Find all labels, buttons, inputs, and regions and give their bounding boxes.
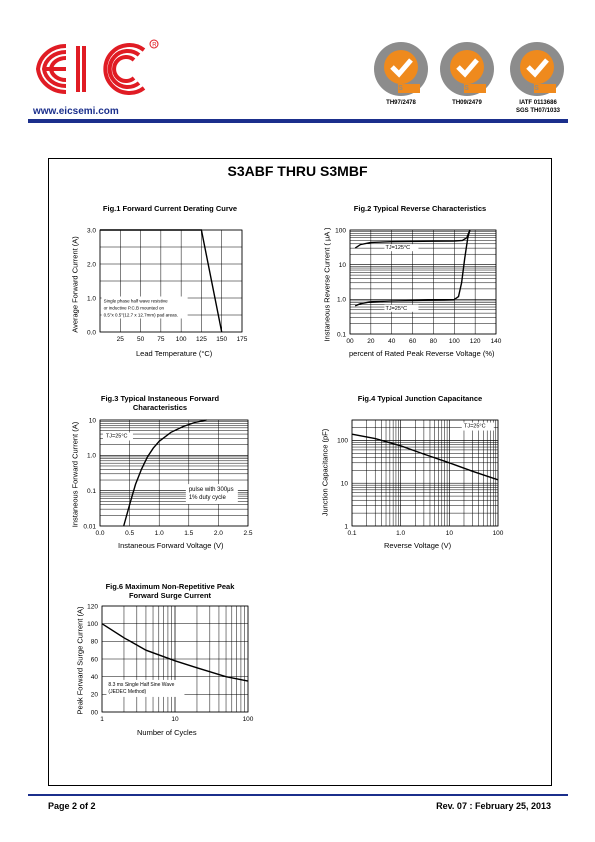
y-tick-label: 100 [87, 620, 98, 628]
fig3-ylabel: Instaneous Forward Current (A) [70, 421, 80, 528]
fig1-xlabel: Lead Temperature (°C) [136, 349, 213, 358]
fig1-title: Fig.1 Forward Current Derating Curve [102, 204, 238, 213]
y-tick-label: 80 [90, 638, 98, 646]
x-tick-label: 50 [136, 336, 145, 343]
note-line: (JEDEC Method) [108, 688, 147, 695]
fig3-title-line2: Characteristics [132, 403, 188, 412]
y-tick-label: 100 [335, 227, 346, 235]
y-tick-label: 0.01 [83, 523, 96, 531]
y-tick-label: 1.0 [86, 295, 96, 303]
fig6-ylabel: Peak Forward Surge Current (A) [75, 606, 85, 715]
series-label-25c: TJ=25°C [105, 433, 128, 440]
note-line: 8.3 ms Single Half Sine Wave [108, 681, 175, 688]
fig2-reverse-chart [330, 222, 520, 348]
y-tick-label: 10 [340, 480, 348, 488]
y-tick-label: 120 [87, 603, 98, 611]
x-tick-label: 0.0 [95, 530, 105, 537]
fig1-derating-chart [80, 226, 270, 348]
x-tick-label: 20 [367, 338, 375, 345]
x-tick-label: 175 [236, 336, 248, 343]
y-tick-label: 10 [88, 417, 96, 425]
x-tick-label: 1.0 [154, 530, 164, 537]
x-tick-label: 100 [242, 716, 254, 723]
note-line: Single phase half wave resistive [103, 298, 168, 304]
x-tick-label: 100 [448, 338, 460, 345]
footer-divider [28, 794, 568, 796]
x-tick-label: 25 [116, 336, 124, 343]
fig4-capacitance-chart [330, 414, 520, 540]
sgs-mark-3: SGS [524, 85, 539, 92]
cert-label-3b: SGS TH07/1033 [515, 108, 561, 114]
y-tick-label: 0.1 [86, 487, 96, 495]
series-line-1 [352, 434, 498, 480]
fig6-xlabel: Number of Cycles [137, 728, 197, 737]
cert-label-3a: IATF 0113686 [519, 100, 557, 106]
cert-label-2: TH09/2479 [452, 100, 482, 106]
eic-logo-graphic [26, 38, 161, 100]
x-tick-label: 140 [490, 338, 502, 345]
cert-label-1: TH97/2478 [386, 100, 416, 106]
x-tick-label: 100 [492, 530, 504, 537]
x-tick-label: 40 [388, 338, 396, 345]
x-tick-label: 80 [429, 338, 438, 345]
y-tick-label: 1 [344, 523, 348, 531]
fig2-xlabel: percent of Rated Peak Reverse Voltage (%) [349, 349, 495, 358]
x-tick-label: 0.1 [347, 530, 357, 537]
x-tick-label: 100 [175, 336, 187, 343]
sgs-mark-1: SGS [388, 85, 403, 92]
y-tick-label: 0.1 [336, 331, 346, 339]
x-tick-label: 2.0 [213, 530, 223, 537]
y-tick-label: 10 [338, 261, 346, 269]
x-tick-label: 1 [100, 716, 104, 723]
fig6-surge-chart [80, 602, 270, 726]
x-tick-label: 0.5 [125, 530, 135, 537]
fig3-xlabel: Instaneous Forward Voltage (V) [118, 541, 224, 550]
eic-logo [26, 38, 161, 100]
note-line: 0.5"x 0.5"(12.7 x 12.7mm) pad areas. [103, 312, 179, 318]
y-tick-label: 60 [90, 656, 98, 664]
series-label-25c: TJ=25°C [385, 305, 408, 312]
x-tick-label: 1.0 [396, 530, 406, 537]
note-line: 1% duty cycle [188, 495, 226, 502]
y-tick-label: 0.0 [86, 329, 96, 337]
fig6-title-line2: Forward Surge Current [128, 591, 212, 600]
x-tick-label: 75 [157, 336, 165, 343]
x-tick-label: 60 [408, 338, 417, 345]
y-tick-label: 00 [90, 709, 98, 717]
fig3-title: Fig.3 Typical Instaneous Forward [100, 394, 220, 403]
page-title: S3ABF THRU S3MBF [227, 163, 368, 179]
fig3-forward-chart [80, 414, 270, 540]
note-line: or inductive P.C.B mounted on [103, 305, 165, 311]
x-tick-label: 10 [171, 716, 179, 723]
revision-date: Rev. 07 : February 25, 2013 [436, 801, 551, 811]
sgs-mark-2: SGS [454, 85, 469, 92]
y-tick-label: 20 [90, 691, 98, 699]
website-url[interactable]: www.eicsemi.com [33, 106, 119, 117]
x-tick-label: 2.5 [243, 530, 253, 537]
note-line: pulse with 300μs [188, 487, 234, 494]
fig4-xlabel: Reverse Voltage (V) [384, 541, 452, 550]
y-tick-label: 1.0 [336, 296, 346, 304]
x-tick-label: 10 [445, 530, 453, 537]
svg-text:R: R [152, 42, 157, 49]
y-tick-label: 40 [90, 673, 98, 681]
y-tick-label: 1.0 [86, 452, 96, 460]
y-tick-label: 3.0 [86, 227, 96, 235]
x-tick-label: 120 [469, 338, 481, 345]
x-tick-label: 150 [216, 336, 228, 343]
x-tick-label: 1.5 [184, 530, 194, 537]
fig6-title: Fig.6 Maximum Non-Repetitive Peak [105, 582, 235, 591]
fig2-title: Fig.2 Typical Reverse Characteristics [353, 204, 487, 213]
fig1-ylabel: Average Forward Current (A) [70, 236, 80, 333]
header-divider [28, 119, 568, 123]
y-tick-label: 2.0 [86, 261, 96, 269]
y-tick-label: 100 [337, 437, 348, 445]
plot-frame [350, 230, 496, 334]
series-label-25c: TJ=25°C [463, 423, 486, 430]
series-line-1 [124, 420, 207, 526]
fig4-ylabel: Junction Capacitance (pF) [320, 428, 330, 517]
fig4-title: Fig.4 Typical Junction Capacitance [357, 394, 483, 403]
fig2-ylabel: Instaneous Reverse Current ( μA ) [322, 227, 332, 342]
x-tick-label: 125 [195, 336, 207, 343]
page-number: Page 2 of 2 [48, 801, 96, 811]
series-label-125c: TJ=125°C [385, 245, 411, 252]
x-tick-label: 00 [346, 338, 354, 345]
